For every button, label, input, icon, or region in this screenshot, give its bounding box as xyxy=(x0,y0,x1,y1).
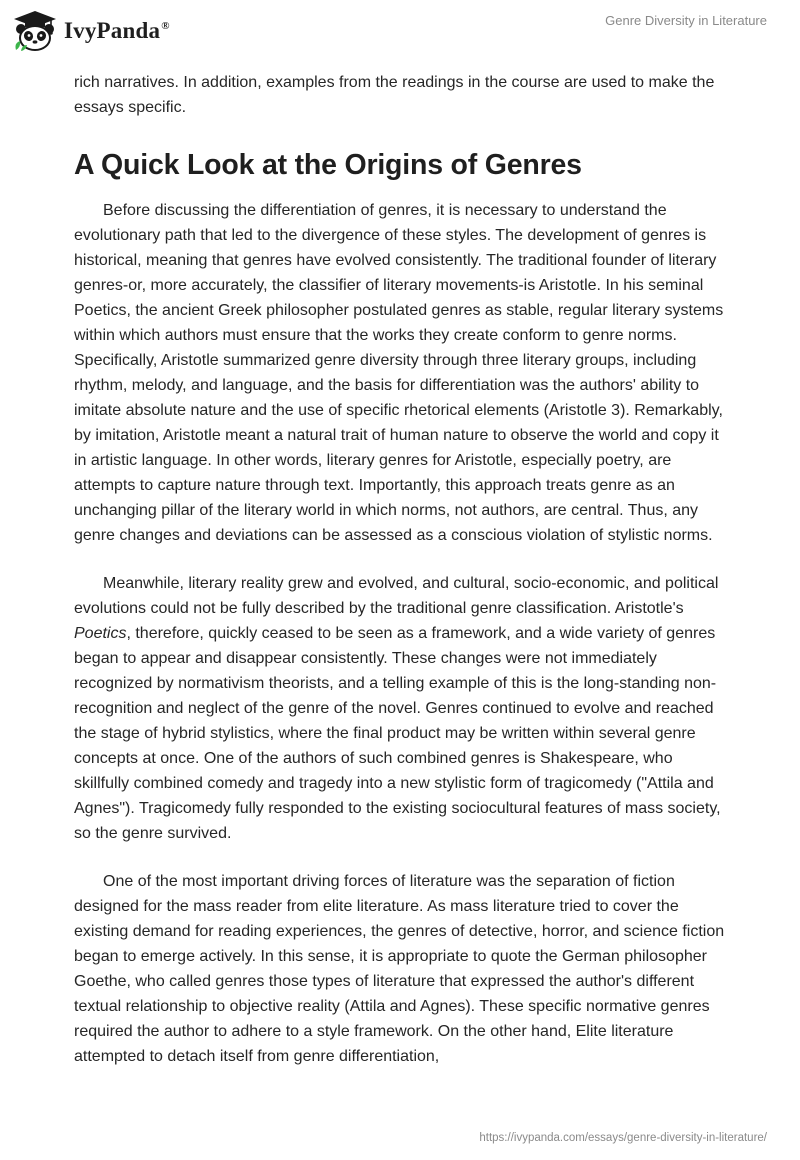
paragraph-1: Before discussing the differentiation of genres, it is necessary to understand the evolutionary path that led to the divergence of these styles. The development of genres is historical, meaning that genres have evolved consistently. The traditional founder of literary genres-or, more accurately, the classifier of literary movements-is Aristotle. In his seminal Poetics, the ancient Greek philosopher postulated genres as stable, regular literary systems within which authors must ensure that the works they create conform to genre norms. Specifically, Aristotle summarized genre diversity through three literary groups, including rhythm, melody, and language, and the basis for differentiation was the authors' ability to imitate absolute nature and the use of specific rhetorical elements (Aristotle 3). Remarkably, by imitation, Aristotle meant a natural trait of human nature to observe the world and copy it in artistic language. In other words, literary genres for Aristotle, especially poetry, are attempts to capture nature through text. Importantly, this approach treats genre as an unchanging pillar of the literary world in which norms, not authors, are central. Thus, any genre changes and deviations can be assessed as a conscious violation of stylistic norms. xyxy=(74,202,724,544)
paragraph-2 xyxy=(74,571,730,846)
paragraph-2-text-end: , therefore, quickly ceased to be seen as a framework, and a wide variety of genres began to appear and disappear consistently. These changes were not immediately recognized by normativism theorists, and a telling example of this is the long-standing non-recognition and neglect of the genre of the novel. Genres continued to evolve and reached the stage of hybrid stylistics, where the final product may be written within several genre concepts at once. One of the authors of such combined genres is Shakespeare, who skillfully combined comedy and tragedy into a new stylistic form of tragicomedy ("Attila and Agnes"). Tragicomedy fully responded to the existing sociocultural features of mass society, so the genre survived. xyxy=(74,625,721,842)
footer-url[interactable]: https://ivypanda.com/essays/genre-diversity-in-literature/ xyxy=(479,1132,767,1144)
document-title: Genre Diversity in Literature xyxy=(605,13,767,28)
poetics-title: Poetics xyxy=(74,625,127,642)
intro-paragraph: rich narratives. In addition, examples from the readings in the course are used to make the essays specific. xyxy=(74,74,715,116)
panda-icon xyxy=(12,10,58,52)
page-header xyxy=(0,0,800,62)
registered-mark: ® xyxy=(161,20,170,32)
ivypanda-logo[interactable] xyxy=(12,10,170,52)
paragraph-3: One of the most important driving forces of literature was the separation of fiction designed for the mass reader from elite literature. As mass literature tried to cover the existing demand for reading experiences, the genres of detective, horror, and science fiction began to emerge actively. In this sense, it is appropriate to quote the German philosopher Goethe, who called genres those types of literature that expressed the author's different textual relationship to objective reality (Attila and Agnes). These specific normative genres required the author to adhere to a style framework. On the other hand, Elite literature attempted to detach itself from genre differentiation, xyxy=(74,873,725,1065)
essay-content xyxy=(74,70,730,1069)
paragraph-2-text-start: Meanwhile, literary reality grew and evolved, and cultural, socio-economic, and political evolutions could not be fully described by the traditional genre classification. Aristotle's xyxy=(74,575,719,617)
section-heading: A Quick Look at the Origins of Genres xyxy=(74,149,582,181)
brand-name: IvyPanda® xyxy=(64,18,170,43)
